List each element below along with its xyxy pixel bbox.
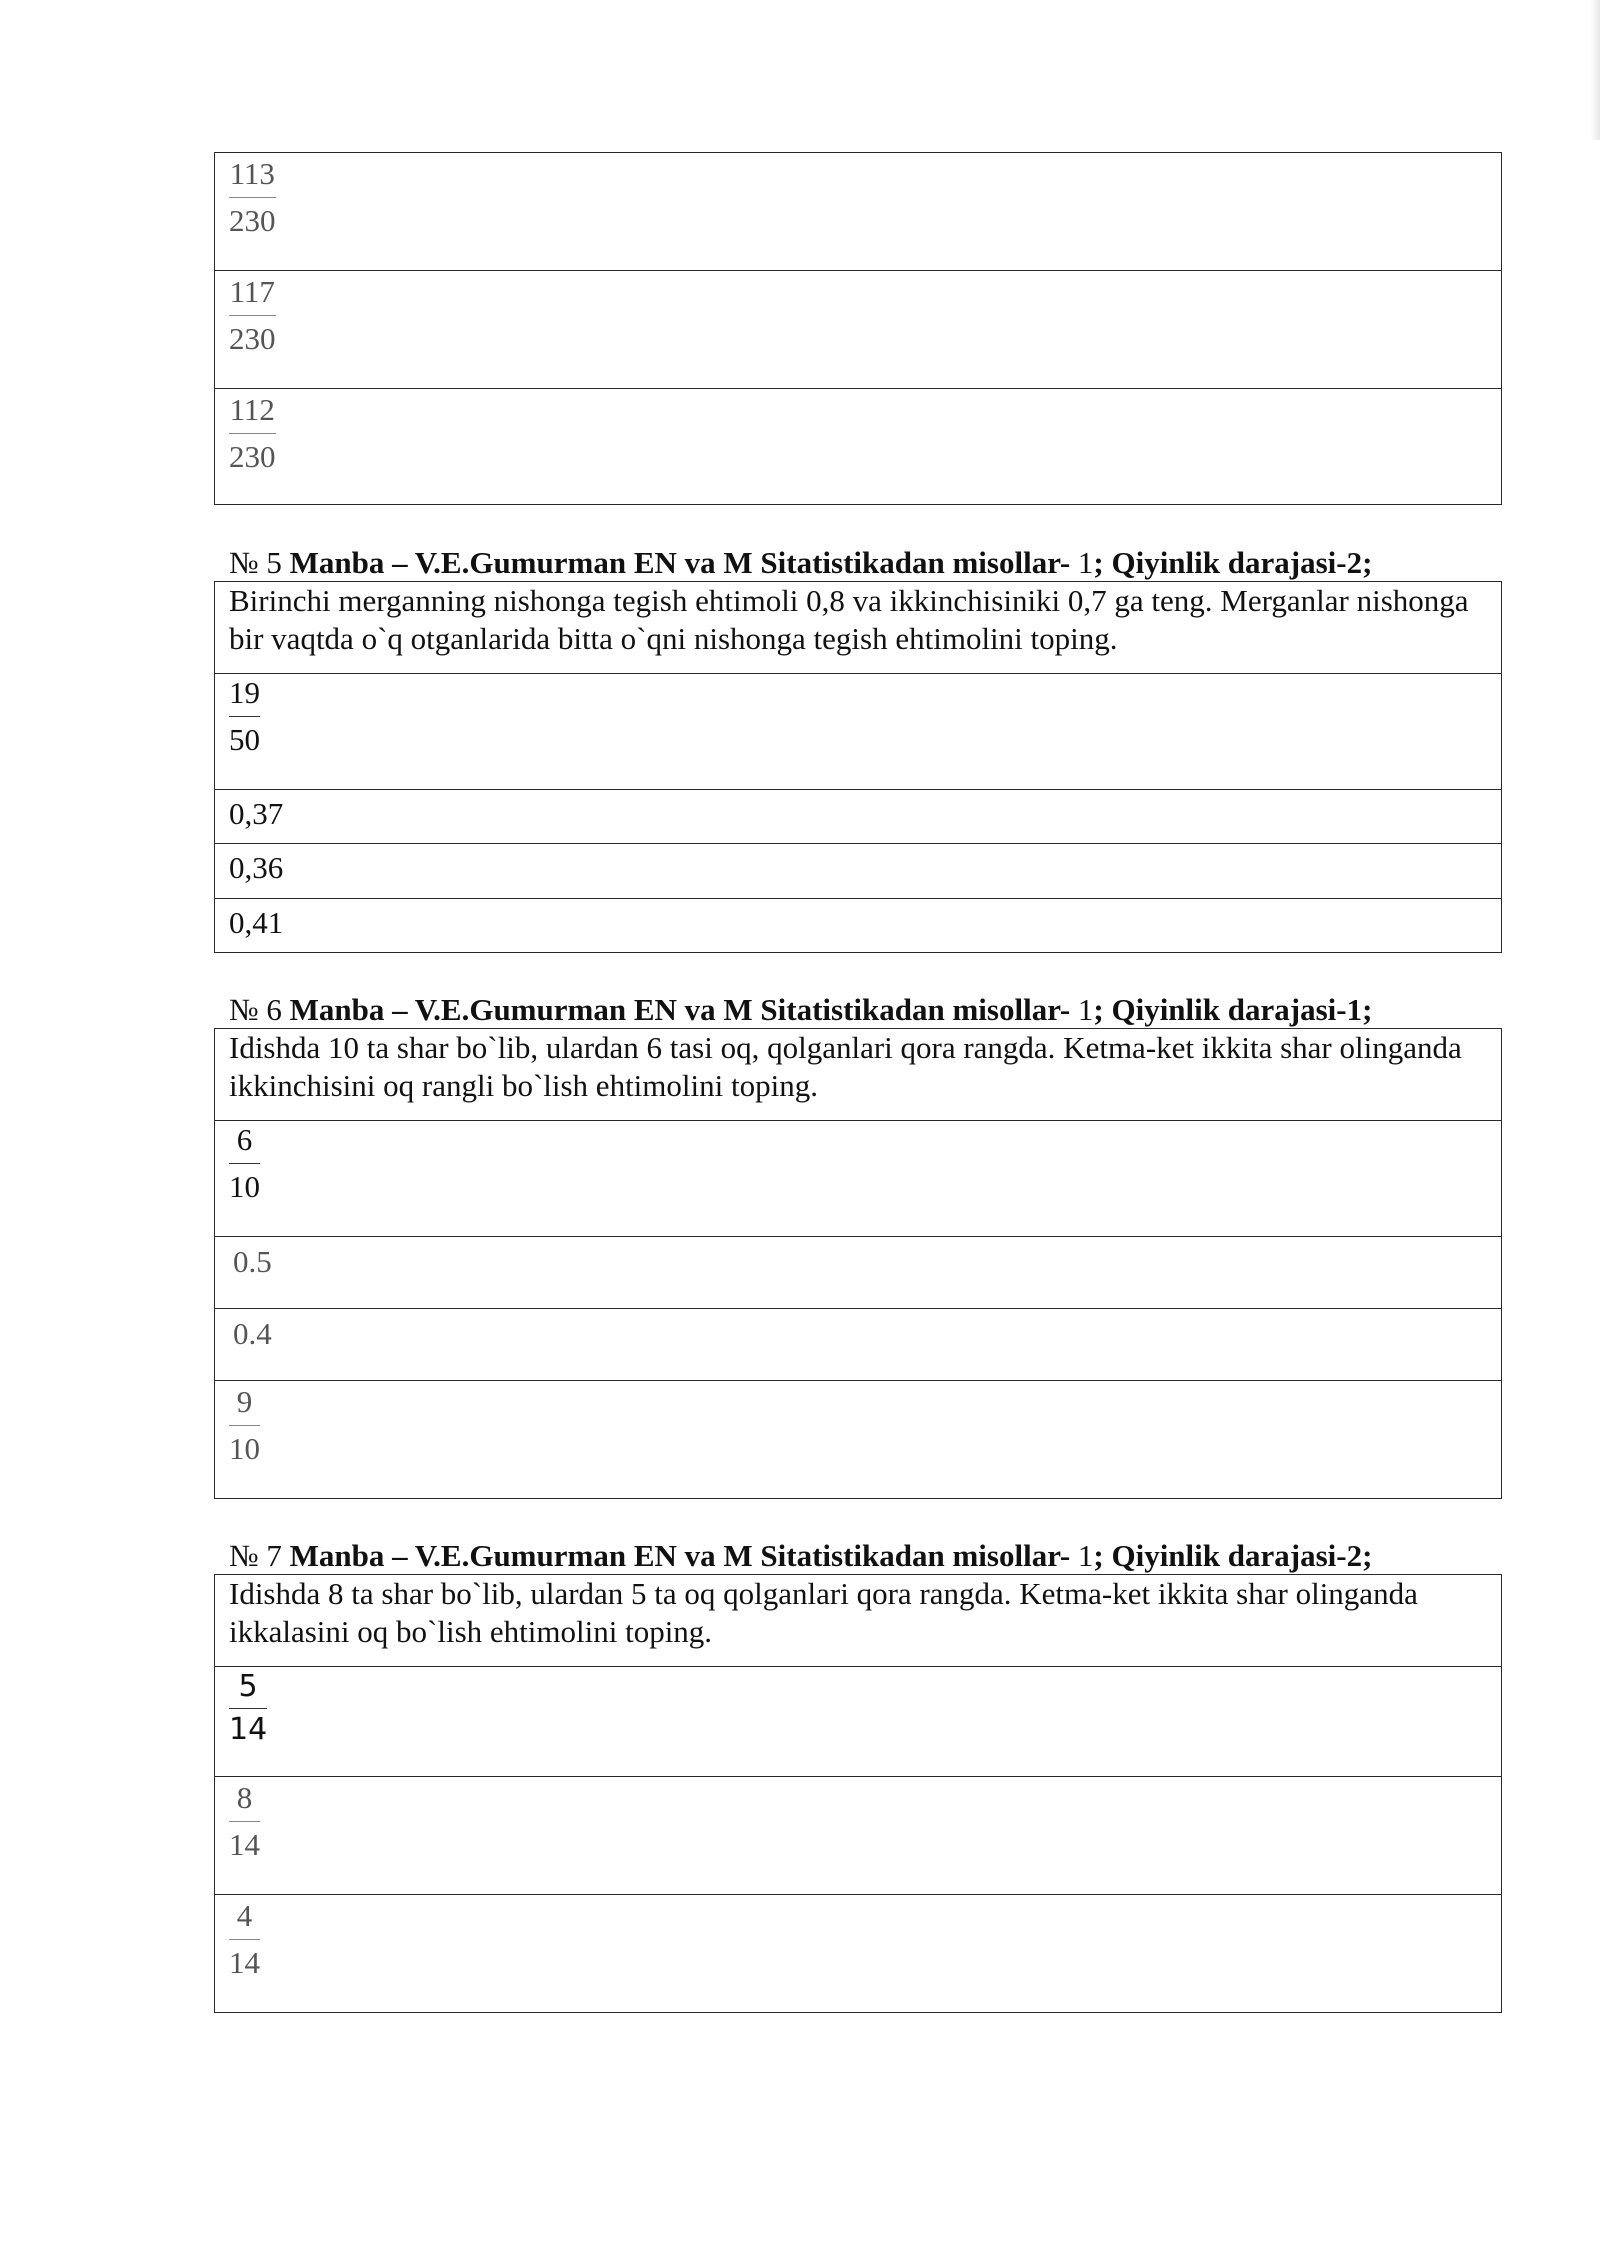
fraction	[229, 273, 276, 358]
fraction-bar	[229, 1821, 260, 1822]
answer-row	[215, 674, 1502, 790]
question-6-table	[214, 1028, 1502, 1499]
fraction-denominator: 230	[229, 439, 276, 474]
fraction-numerator: 117	[229, 274, 275, 309]
fraction-numerator: 6	[236, 1122, 253, 1157]
answer-cell	[215, 1121, 1502, 1237]
fraction-numerator: 5	[238, 1669, 258, 1704]
source-number: 1	[1077, 1538, 1094, 1573]
separator: ;	[1093, 1538, 1104, 1573]
answer-cell	[215, 1667, 1502, 1777]
answer-text: 0.5	[233, 1244, 272, 1279]
fraction	[229, 1383, 260, 1468]
answer-row	[215, 153, 1502, 271]
question-6-heading	[229, 992, 1372, 1028]
question-5-table	[214, 581, 1502, 953]
fraction-bar	[229, 197, 276, 198]
answer-cell	[215, 153, 1502, 271]
answer-cell	[215, 674, 1502, 790]
separator: ;	[1093, 545, 1104, 580]
fraction-denominator: 230	[229, 203, 276, 238]
source-label: Manba – V.E.Gumurman EN va M Sitatistikadan misollar	[289, 1538, 1060, 1573]
question-text: Idishda 8 ta shar bo`lib, ulardan 5 ta oq qolganlari qora rangda. Ketma-ket ikkita shar olinganda ikkalasini oq bo`lish ehtimolini toping.	[215, 1575, 1502, 1667]
answer-row	[215, 1309, 1502, 1381]
fraction-bar	[229, 1425, 260, 1426]
number-sign: №	[229, 992, 259, 1027]
answer-cell	[215, 790, 1502, 844]
fraction-denominator: 50	[229, 722, 260, 757]
answer-row	[215, 1381, 1502, 1499]
source-dash: -	[1059, 1538, 1071, 1573]
fraction	[229, 391, 276, 476]
number-sign: №	[229, 1538, 259, 1573]
fraction-bar	[229, 716, 260, 717]
fraction	[229, 1779, 260, 1864]
fraction-numerator: 112	[229, 392, 275, 427]
fraction	[229, 1121, 260, 1206]
fraction-denominator: 14	[229, 1827, 260, 1862]
fraction-denominator: 10	[229, 1431, 260, 1466]
fraction-denominator: 10	[229, 1169, 260, 1204]
fraction-bar	[229, 1163, 260, 1164]
answer-text: 0.4	[233, 1316, 272, 1351]
answer-cell	[215, 1237, 1502, 1309]
answer-table-continued	[214, 152, 1502, 505]
answer-row	[215, 844, 1502, 899]
answer-text: 0,37	[229, 796, 284, 831]
answer-row	[215, 899, 1502, 953]
fraction-bar	[229, 1708, 267, 1709]
answer-row	[215, 1237, 1502, 1309]
answer-text: 0,36	[229, 850, 284, 885]
fraction	[229, 1670, 267, 1747]
answer-cell	[215, 844, 1502, 899]
answer-row	[215, 790, 1502, 844]
question-row	[215, 1029, 1502, 1121]
answer-cell	[215, 1895, 1502, 2013]
answer-cell	[215, 1777, 1502, 1895]
question-text: Birinchi merganning nishonga tegish ehtimoli 0,8 va ikkinchisiniki 0,7 ga teng. Merganlar nishonga bir vaqtda o`q otganlarida bitta o`qni nishonga tegish ehtimolini toping.	[215, 582, 1502, 674]
page-edge-shadow	[1590, 0, 1600, 140]
answer-row	[215, 1777, 1502, 1895]
answer-row	[215, 389, 1502, 505]
answer-cell	[215, 271, 1502, 389]
fraction-numerator: 19	[229, 675, 260, 710]
source-label: Manba – V.E.Gumurman EN va M Sitatistikadan misollar	[289, 992, 1060, 1027]
answer-row	[215, 1121, 1502, 1237]
question-number: 5	[266, 545, 282, 580]
fraction	[229, 155, 276, 240]
difficulty-label: Qiyinlik darajasi-2;	[1111, 1538, 1373, 1573]
answer-cell	[215, 1381, 1502, 1499]
fraction-numerator: 4	[236, 1898, 253, 1933]
answer-cell	[215, 899, 1502, 953]
question-5-heading	[229, 545, 1372, 581]
difficulty-label: Qiyinlik darajasi-1;	[1111, 992, 1373, 1027]
answer-row	[215, 1667, 1502, 1777]
fraction-bar	[229, 1939, 260, 1940]
fraction-denominator: 14	[229, 1945, 260, 1980]
question-number: 6	[266, 992, 282, 1027]
difficulty-label: Qiyinlik darajasi-2;	[1111, 545, 1373, 580]
fraction-denominator: 230	[229, 321, 276, 356]
number-sign: №	[229, 545, 259, 580]
source-dash: -	[1059, 992, 1071, 1027]
question-7-heading	[229, 1538, 1372, 1574]
source-dash: -	[1059, 545, 1071, 580]
question-text: Idishda 10 ta shar bo`lib, ulardan 6 tasi oq, qolganlari qora rangda. Ketma-ket ikkita shar olinganda ikkinchisini oq rangli bo`lish ehtimolini toping.	[215, 1029, 1502, 1121]
question-7-table	[214, 1574, 1502, 2013]
answer-row	[215, 1895, 1502, 2013]
answer-row	[215, 271, 1502, 389]
fraction-denominator: 14	[229, 1712, 268, 1747]
answer-cell	[215, 1309, 1502, 1381]
fraction-numerator: 8	[236, 1780, 253, 1815]
fraction-numerator: 113	[229, 156, 275, 191]
fraction-numerator: 9	[236, 1384, 253, 1419]
source-number: 1	[1077, 545, 1094, 580]
source-label: Manba – V.E.Gumurman EN va M Sitatistikadan misollar	[289, 545, 1060, 580]
fraction-bar	[229, 433, 276, 434]
separator: ;	[1093, 992, 1104, 1027]
fraction	[229, 1897, 260, 1982]
question-row	[215, 1575, 1502, 1667]
source-number: 1	[1077, 992, 1094, 1027]
fraction-bar	[229, 315, 276, 316]
fraction	[229, 674, 260, 759]
question-number: 7	[266, 1538, 282, 1573]
answer-cell	[215, 389, 1502, 505]
answer-text: 0,41	[229, 905, 284, 940]
question-row	[215, 582, 1502, 674]
